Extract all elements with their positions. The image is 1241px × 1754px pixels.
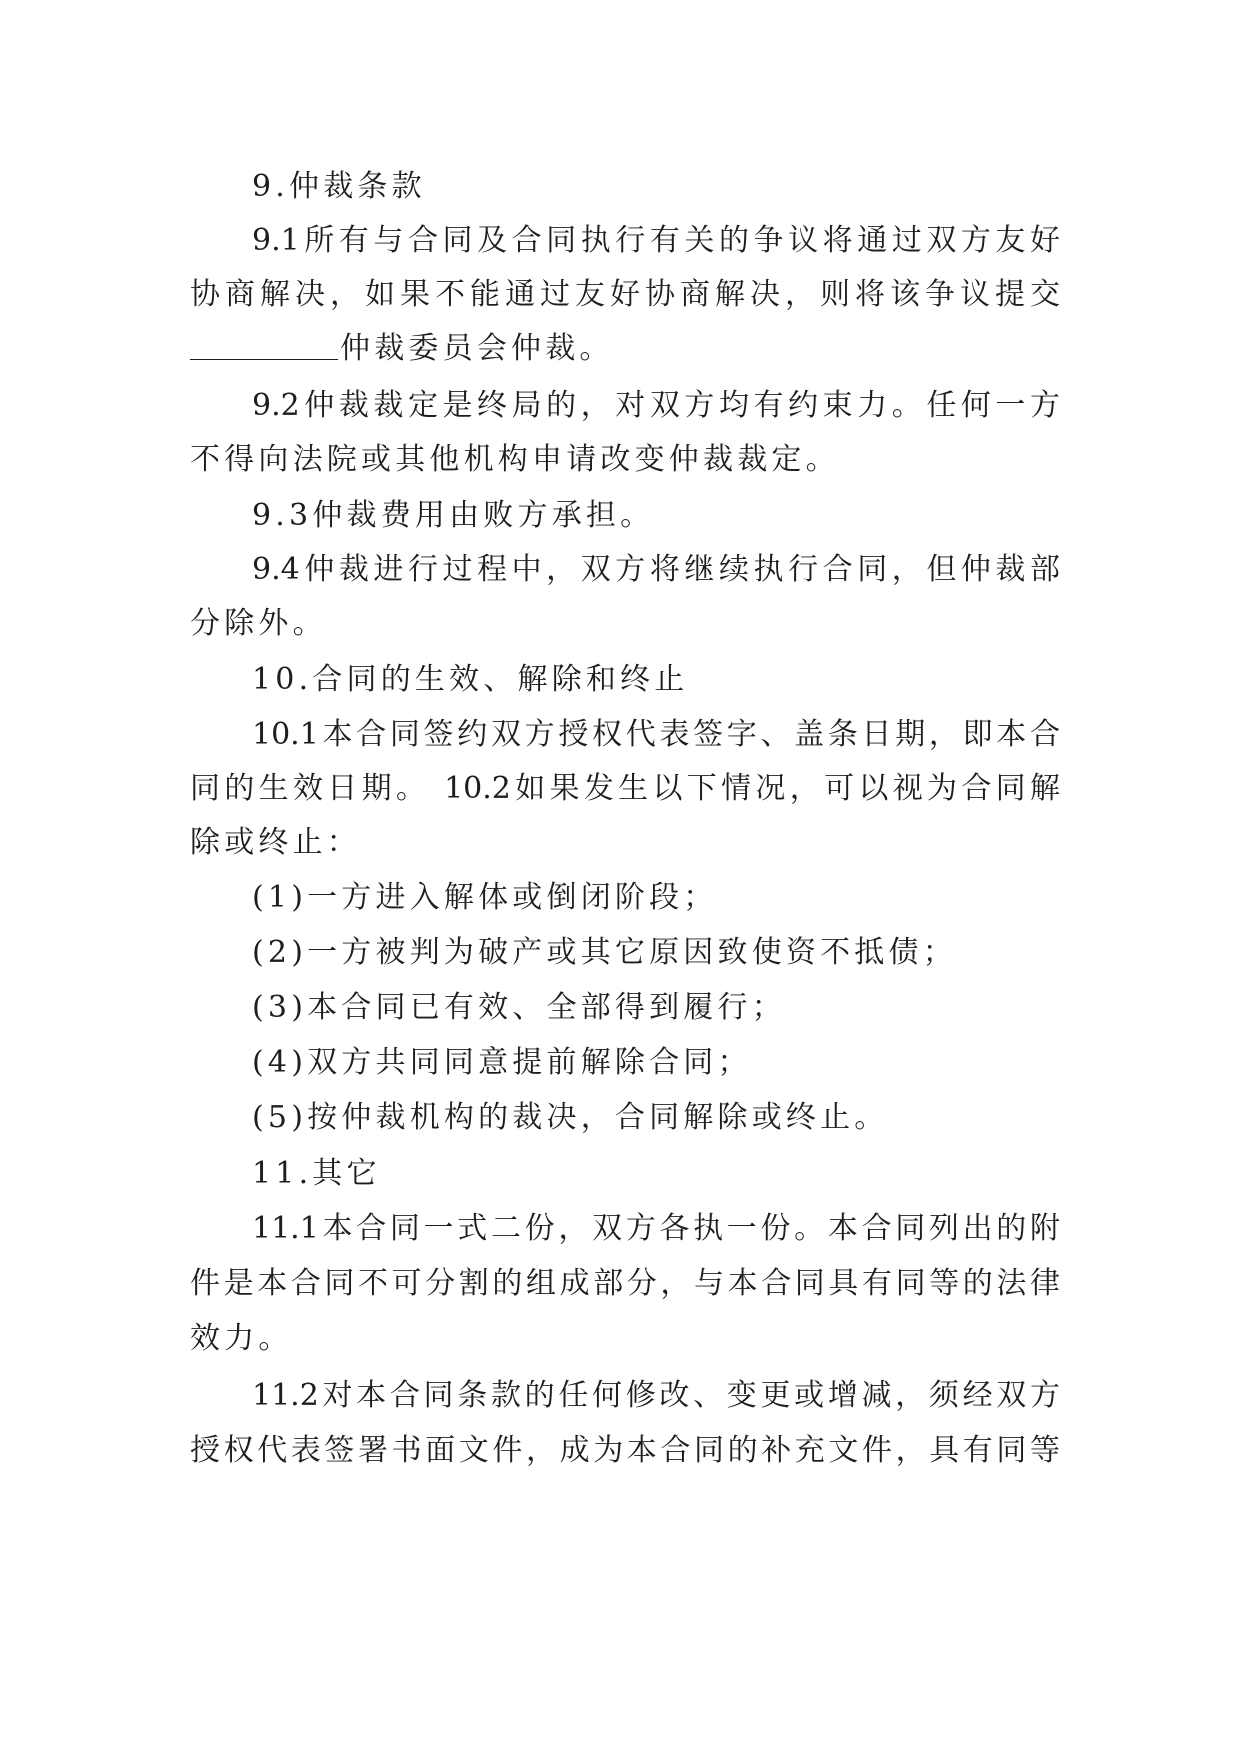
section-heading-11: 11.其它 [252, 1156, 381, 1191]
paragraph-line-text: 仲裁委员会仲裁。 [340, 331, 614, 366]
paragraph-line: 分除外。 [190, 606, 327, 641]
paragraph-line: 件是本合同不可分割的组成部分，与本合同具有同等的法律 [190, 1266, 1060, 1301]
paragraph-line: 9.1所有与合同及合同执行有关的争议将通过双方友好 [252, 223, 1060, 258]
paragraph-line: 除或终止： [190, 825, 361, 860]
paragraph-line: 11.2对本合同条款的任何修改、变更或增减，须经双方 [252, 1378, 1060, 1413]
section-heading-10: 10.合同的生效、解除和终止 [252, 662, 689, 697]
paragraph-line: 同的生效日期。 10.2如果发生以下情况，可以视为合同解 [190, 771, 1060, 806]
paragraph-line: 9.3仲裁费用由败方承担。 [252, 498, 655, 533]
list-item: (4)双方共同同意提前解除合同； [252, 1045, 752, 1080]
paragraph-line: 11.1本合同一式二份，双方各执一份。本合同列出的附 [252, 1211, 1060, 1246]
paragraph-line: 协商解决，如果不能通过友好协商解决，则将该争议提交 [190, 277, 1060, 312]
paragraph-line: 10.1本合同签约双方授权代表签字、盖条日期，即本合 [252, 717, 1060, 752]
paragraph-line: 9.4仲裁进行过程中，双方将继续执行合同，但仲裁部 [252, 552, 1060, 587]
paragraph-line: 效力。 [190, 1321, 293, 1356]
list-item: (5)按仲裁机构的裁决，合同解除或终止。 [252, 1100, 889, 1135]
paragraph-line: 9.2仲裁裁定是终局的，对双方均有约束力。任何一方 [252, 388, 1060, 423]
list-item: (2)一方被判为破产或其它原因致使资不抵债； [252, 935, 957, 970]
fill-in-blank [190, 325, 338, 360]
list-item: (1)一方进入解体或倒闭阶段； [252, 880, 718, 915]
section-heading-9: 9.仲裁条款 [252, 169, 426, 204]
paragraph-line-with-blank [190, 325, 1060, 373]
paragraph-line: 授权代表签署书面文件，成为本合同的补充文件，具有同等 [190, 1433, 1060, 1468]
paragraph-line: 不得向法院或其他机构申请改变仲裁裁定。 [190, 442, 840, 477]
list-item: (3)本合同已有效、全部得到履行； [252, 990, 786, 1025]
